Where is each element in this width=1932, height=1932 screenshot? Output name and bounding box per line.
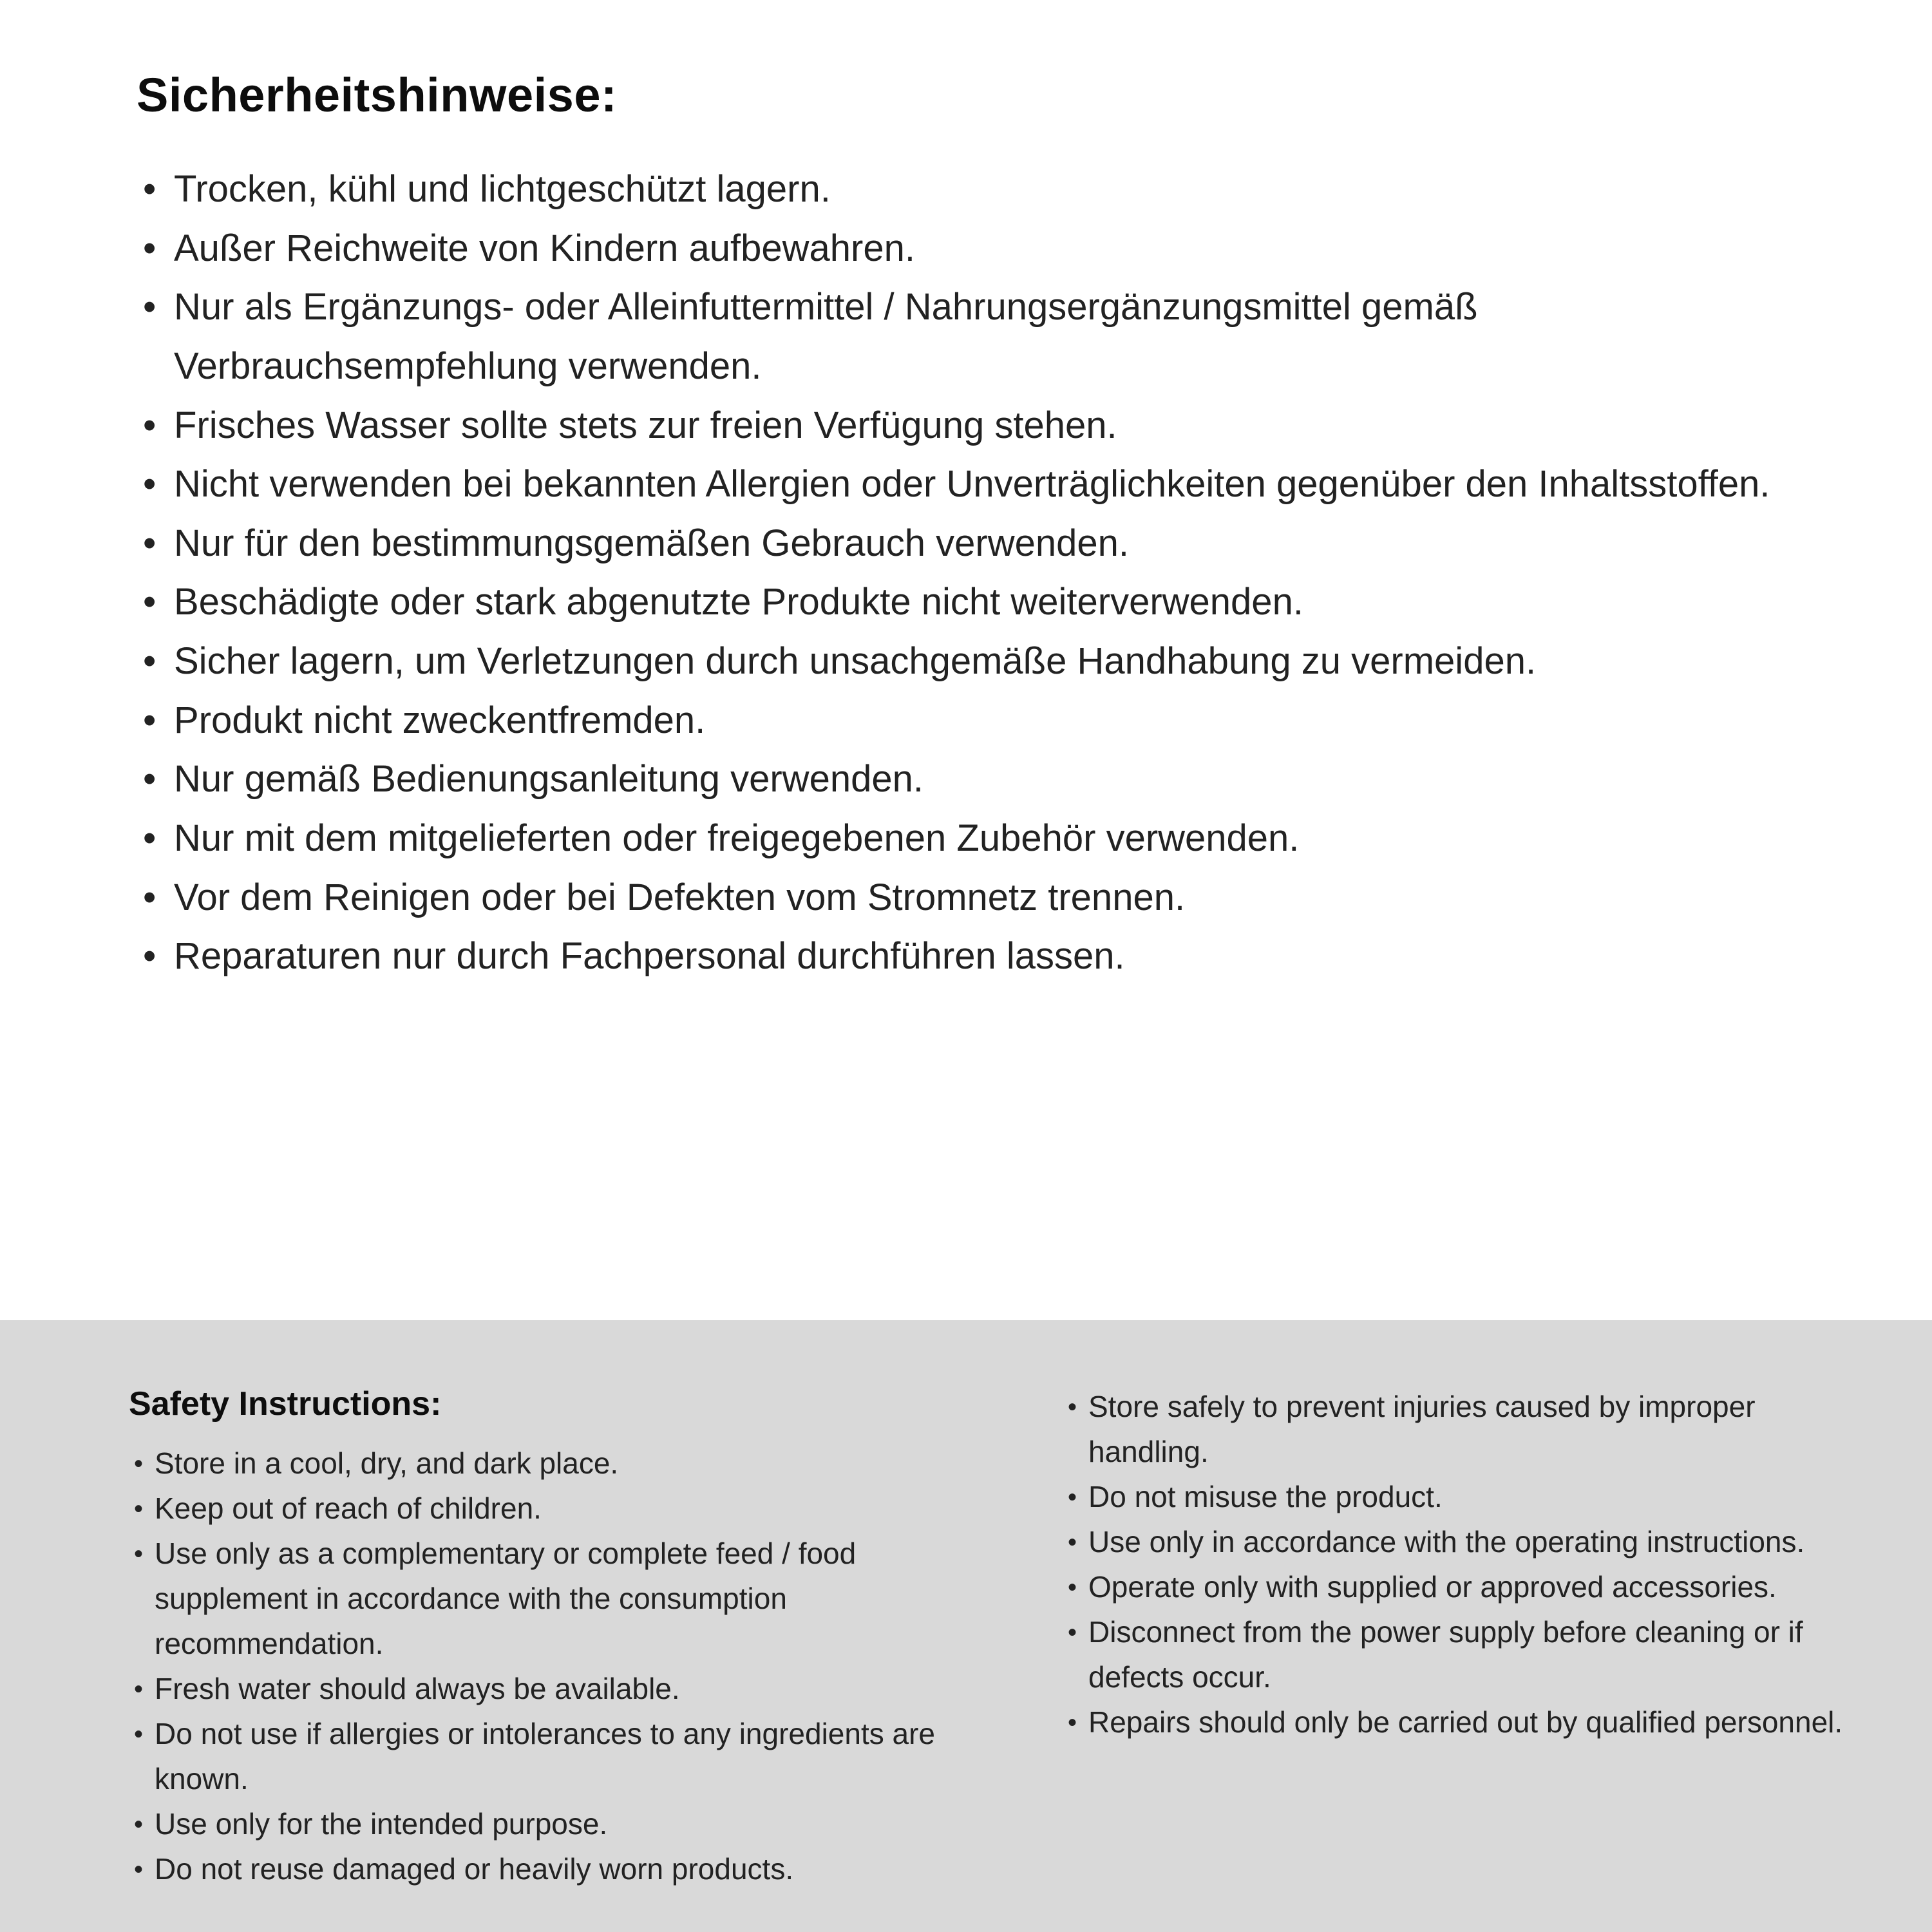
list-item: [137, 868, 1803, 927]
english-left-column: [129, 1385, 1005, 1892]
bullet-marker: •: [143, 581, 156, 623]
bullet-marker: •: [1068, 1708, 1077, 1737]
german-bullet-list: [137, 160, 1803, 986]
list-item: [137, 514, 1803, 573]
list-item: [137, 927, 1803, 986]
list-item-text: Store in a cool, dry, and dark place.: [155, 1446, 619, 1480]
list-item: [129, 1486, 1005, 1531]
list-item-text: Außer Reichweite von Kindern aufbewahren.: [174, 227, 915, 269]
bullet-marker: •: [143, 168, 156, 210]
list-item: [129, 1712, 1005, 1802]
list-item-text: Fresh water should always be available.: [155, 1671, 680, 1705]
bullet-marker: •: [134, 1674, 144, 1703]
list-item-text: Trocken, kühl und lichtgeschützt lagern.: [174, 168, 831, 210]
list-item: [137, 219, 1803, 278]
list-item-text: Use only as a complementary or complete feed / food supplement in accordance with the consumption recommendation.: [155, 1537, 857, 1660]
list-item-text: Operate only with supplied or approved accessories.: [1088, 1569, 1777, 1604]
list-item: [137, 160, 1803, 219]
list-item: [137, 278, 1803, 395]
english-right-column: [1063, 1385, 1874, 1745]
list-item: [137, 809, 1803, 868]
list-item: [1063, 1700, 1874, 1745]
list-item-text: Sicher lagern, um Verletzungen durch unsachgemäße Handhabung zu vermeiden.: [174, 640, 1537, 682]
list-item-text: Nur gemäß Bedienungsanleitung verwenden.: [174, 758, 923, 800]
list-item: [1063, 1385, 1874, 1475]
bullet-marker: •: [143, 876, 156, 918]
list-item: [129, 1847, 1005, 1892]
list-item: [137, 573, 1803, 632]
list-item-text: Frisches Wasser sollte stets zur freien Verfügung stehen.: [174, 404, 1117, 446]
bullet-marker: •: [143, 640, 156, 682]
list-item: [1063, 1520, 1874, 1565]
bullet-marker: •: [143, 463, 156, 506]
bullet-marker: •: [134, 1810, 144, 1839]
bullet-marker: •: [134, 1719, 144, 1748]
bullet-marker: •: [143, 522, 156, 564]
list-item: [129, 1441, 1005, 1486]
list-item: [137, 691, 1803, 750]
english-section: [0, 1320, 1932, 1932]
list-item-text: Disconnect from the power supply before cleaning or if defects occur.: [1088, 1615, 1803, 1694]
list-item: [129, 1667, 1005, 1712]
list-item-text: Do not reuse damaged or heavily worn products.: [155, 1852, 794, 1886]
bullet-marker: •: [1068, 1618, 1077, 1647]
bullet-marker: •: [143, 817, 156, 859]
list-item-text: Use only in accordance with the operating instructions.: [1088, 1524, 1805, 1558]
list-item: [129, 1802, 1005, 1847]
bullet-marker: •: [134, 1540, 144, 1568]
bullet-marker: •: [1068, 1528, 1077, 1557]
english-right-bullet-list: [1063, 1385, 1874, 1745]
bullet-marker: •: [143, 404, 156, 446]
bullet-marker: •: [143, 227, 156, 269]
german-heading: Sicherheitshinweise:: [137, 68, 618, 122]
english-left-bullet-list: [129, 1441, 1005, 1892]
list-item-text: Do not misuse the product.: [1088, 1479, 1443, 1513]
list-item-text: Keep out of reach of children.: [155, 1492, 542, 1525]
bullet-marker: •: [134, 1450, 144, 1478]
list-item-text: Nur für den bestimmungsgemäßen Gebrauch verwenden.: [174, 522, 1129, 564]
list-item: [137, 455, 1803, 514]
list-item: [137, 750, 1803, 809]
list-item-text: Produkt nicht zweckentfremden.: [174, 699, 706, 741]
bullet-marker: •: [1068, 1393, 1077, 1421]
bullet-marker: •: [143, 699, 156, 741]
bullet-marker: •: [134, 1495, 144, 1523]
list-item: [137, 396, 1803, 455]
list-item: [129, 1531, 1005, 1667]
list-item: [137, 632, 1803, 691]
bullet-marker: •: [143, 758, 156, 800]
bullet-marker: •: [143, 935, 156, 978]
list-item-text: Reparaturen nur durch Fachpersonal durchführen lassen.: [174, 935, 1125, 978]
list-item-text: Store safely to prevent injuries caused by improper handling.: [1088, 1390, 1756, 1468]
bullet-marker: •: [1068, 1482, 1077, 1511]
english-heading: Safety Instructions:: [129, 1385, 442, 1423]
list-item-text: Nicht verwenden bei bekannten Allergien oder Unverträglichkeiten gegenüber den Inhaltsstoffen.: [174, 463, 1770, 506]
list-item-text: Repairs should only be carried out by qualified personnel.: [1088, 1705, 1843, 1739]
bullet-marker: •: [134, 1855, 144, 1884]
list-item-text: Nur mit dem mitgelieferten oder freigegebenen Zubehör verwenden.: [174, 817, 1300, 859]
list-item-text: Use only for the intended purpose.: [155, 1806, 608, 1841]
list-item-text: Vor dem Reinigen oder bei Defekten vom Stromnetz trennen.: [174, 876, 1186, 918]
list-item-text: Do not use if allergies or intolerances to any ingredients are known.: [155, 1716, 936, 1795]
list-item-text: Beschädigte oder stark abgenutzte Produkte nicht weiterverwenden.: [174, 581, 1303, 623]
list-item: [1063, 1475, 1874, 1520]
list-item: [1063, 1565, 1874, 1610]
list-item: [1063, 1610, 1874, 1700]
list-item-text: Nur als Ergänzungs- oder Alleinfuttermittel / Nahrungsergänzungsmittel gemäß Verbrauchsempfehlung verwenden.: [174, 286, 1478, 387]
bullet-marker: •: [143, 286, 156, 328]
bullet-marker: •: [1068, 1573, 1077, 1602]
